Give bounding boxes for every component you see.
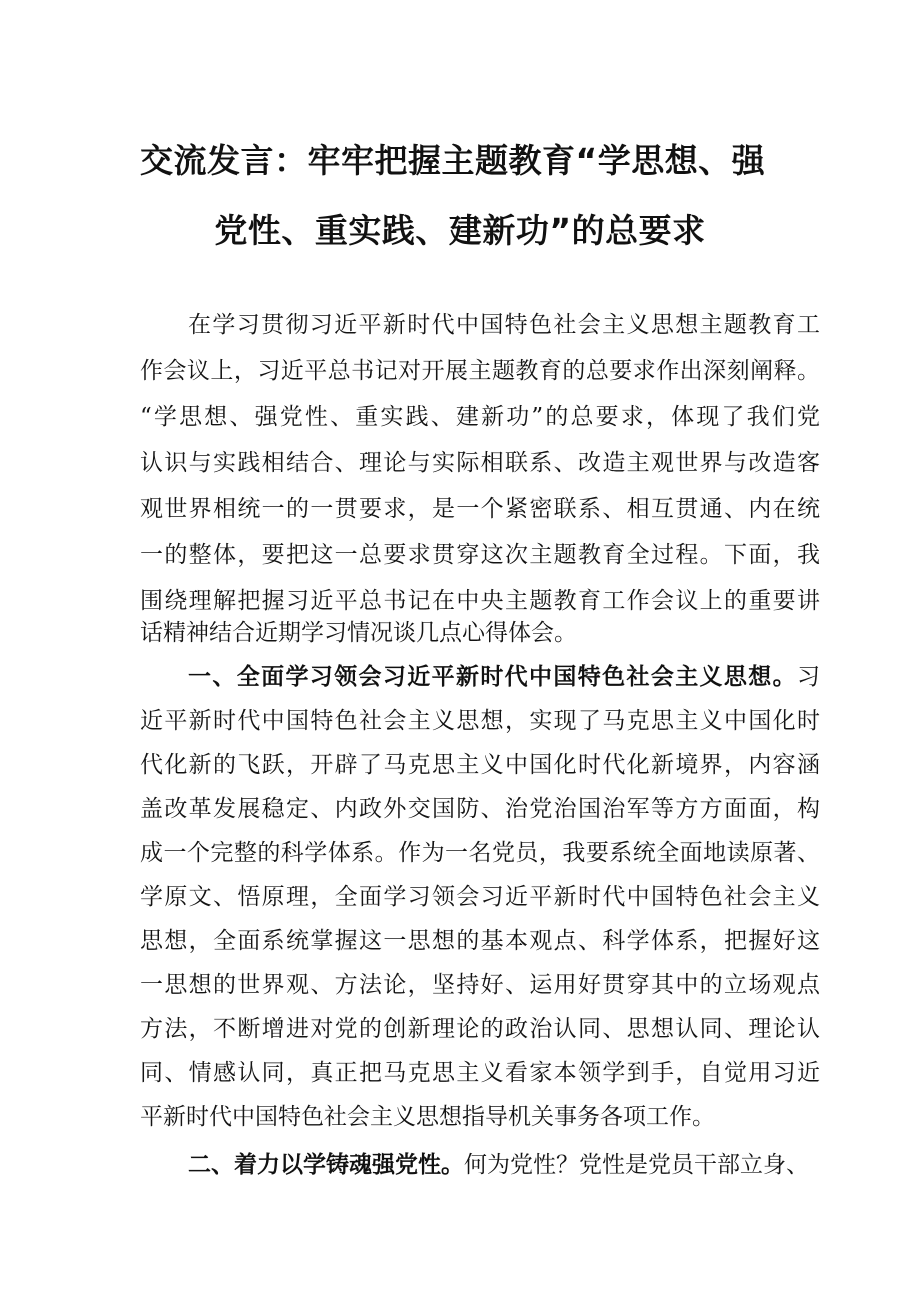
para2-line-8: 一思想的世界观、方法论，坚持好、运用好贯穿其中的立场观点 (140, 972, 820, 998)
para2-line-1 (188, 660, 820, 694)
para2-line-10: 同、情感认同，真正把马克思主义看家本领学到手，自觉用习近 (140, 1060, 820, 1086)
para1-line-6: 一的整体，要把这一总要求贯穿这次主题教育全过程。下面，我 (140, 542, 820, 568)
para2-line-3: 代化新的飞跃，开辟了马克思主义中国化时代化新境界，内容涵 (140, 752, 820, 778)
para1-line-1: 在学习贯彻习近平新时代中国特色社会主义思想主题教育工 (188, 312, 820, 338)
para2-line-4: 盖改革发展稳定、内政外交国防、治党治国治军等方方面面，构 (140, 796, 820, 822)
para3-line-1 (188, 1148, 820, 1182)
para3-first-rest: 何为党性？党性是党员干部立身、 (464, 1152, 809, 1178)
document-title-line-2: 党性、重实践、建新功”的总要求 (214, 211, 706, 250)
section-heading-2: 二、着力以学铸魂强党性。 (188, 1152, 464, 1178)
para2-line-11: 平新时代中国特色社会主义思想指导机关事务各项工作。 (140, 1104, 715, 1130)
section-heading-1: 一、全面学习领会习近平新时代中国特色社会主义思想。 (188, 664, 797, 690)
para1-line-7: 围绕理解把握习近平总书记在中央主题教育工作会议上的重要讲 (140, 588, 820, 614)
para1-line-2: 作会议上，习近平总书记对开展主题教育的总要求作出深刻阐释。 (140, 358, 820, 384)
para2-line-6: 学原文、悟原理，全面学习领会习近平新时代中国特色社会主义 (140, 884, 820, 910)
para2-line-7: 思想，全面系统掌握这一思想的基本观点、科学体系，把握好这 (140, 928, 820, 954)
para2-first-rest: 习 (797, 664, 820, 690)
para1-line-4: 认识与实践相结合、理论与实际相联系、改造主观世界与改造客 (140, 450, 820, 476)
para1-line-8: 话精神结合近期学习情况谈几点心得体会。 (140, 620, 577, 646)
para1-line-3: “学思想、强党性、重实践、建新功”的总要求，体现了我们党 (140, 404, 820, 430)
para2-line-9: 方法，不断增进对党的创新理论的政治认同、思想认同、理论认 (140, 1016, 820, 1042)
para2-line-5: 成一个完整的科学体系。作为一名党员，我要系统全面地读原著、 (140, 840, 820, 866)
para1-line-5: 观世界相统一的一贯要求，是一个紧密联系、相互贯通、内在统 (140, 496, 820, 522)
document-title-line-1: 交流发言：牢牢把握主题教育“学思想、强 (140, 141, 766, 180)
para2-line-2: 近平新时代中国特色社会主义思想，实现了马克思主义中国化时 (140, 708, 820, 734)
